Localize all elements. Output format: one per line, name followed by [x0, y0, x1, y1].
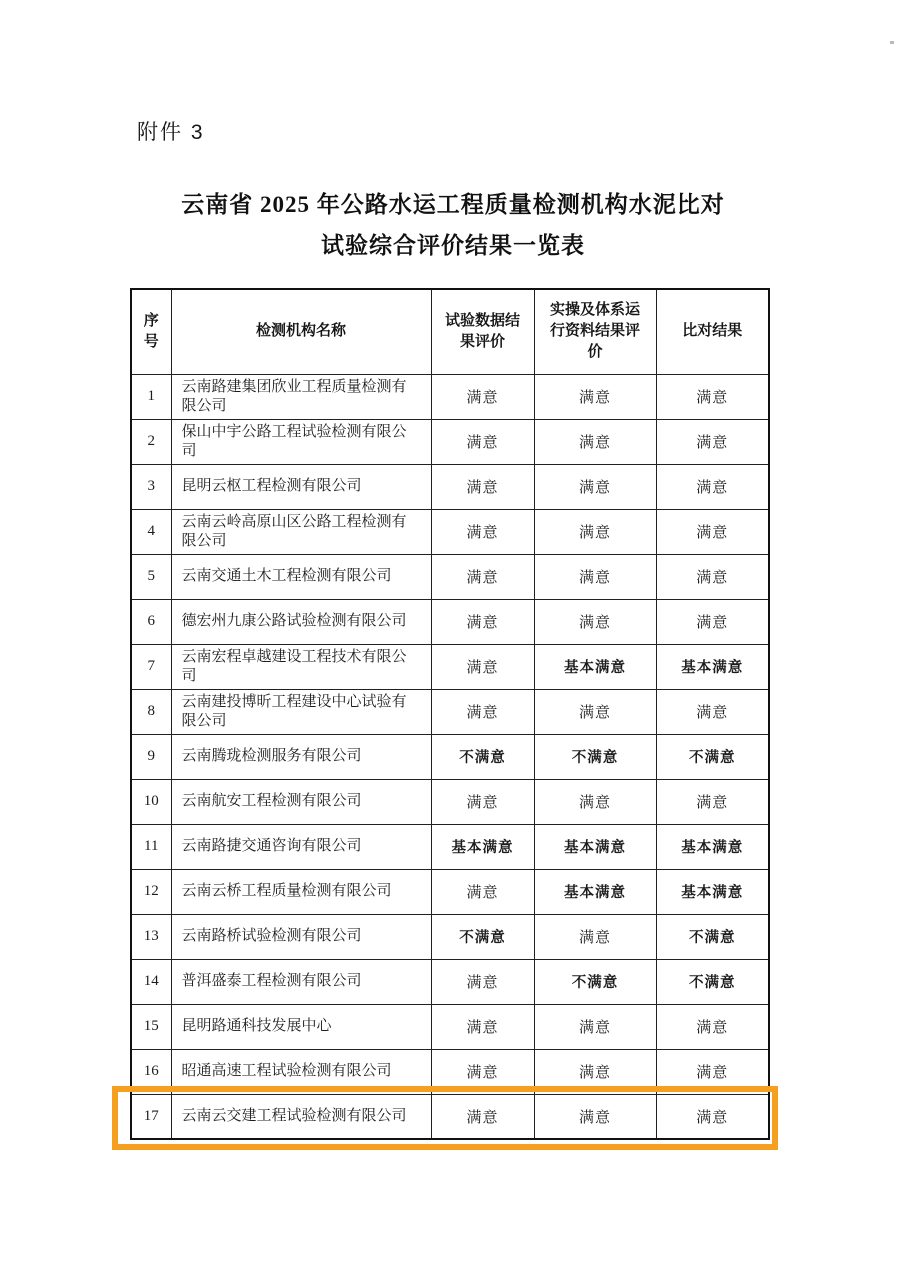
cell-comparison-result: 满意 — [656, 779, 769, 824]
title-line-1: 云南省 2025 年公路水运工程质量检测机构水泥比对 — [181, 192, 725, 217]
cell-operation-evaluation: 满意 — [534, 1094, 656, 1139]
header-comparison-result: 比对结果 — [656, 289, 769, 374]
cell-test-data-evaluation: 不满意 — [431, 734, 534, 779]
cell-comparison-result: 不满意 — [656, 959, 769, 1004]
cell-operation-evaluation: 满意 — [534, 464, 656, 509]
cell-serial-number: 7 — [131, 644, 171, 689]
attachment-label: 附件 3 — [137, 121, 205, 144]
table-row — [131, 779, 769, 824]
table-row — [131, 1094, 769, 1139]
cell-institution-name: 德宏州九康公路试验检测有限公司 — [171, 599, 431, 644]
cell-operation-evaluation: 满意 — [534, 374, 656, 419]
cell-operation-evaluation: 基本满意 — [534, 644, 656, 689]
table-row — [131, 869, 769, 914]
table-row — [131, 509, 769, 554]
table-header-row — [131, 289, 769, 374]
cell-institution-name: 云南路桥试验检测有限公司 — [171, 914, 431, 959]
cell-comparison-result: 满意 — [656, 599, 769, 644]
cell-institution-name: 云南腾珑检测服务有限公司 — [171, 734, 431, 779]
cell-test-data-evaluation: 满意 — [431, 419, 534, 464]
cell-serial-number: 15 — [131, 1004, 171, 1049]
cell-serial-number: 17 — [131, 1094, 171, 1139]
cell-comparison-result: 满意 — [656, 419, 769, 464]
table-row — [131, 959, 769, 1004]
cell-test-data-evaluation: 满意 — [431, 689, 534, 734]
cell-institution-name: 昭通高速工程试验检测有限公司 — [171, 1049, 431, 1094]
cell-comparison-result: 基本满意 — [656, 869, 769, 914]
cell-operation-evaluation: 基本满意 — [534, 869, 656, 914]
cell-comparison-result: 基本满意 — [656, 644, 769, 689]
cell-operation-evaluation: 满意 — [534, 1049, 656, 1094]
evaluation-table — [130, 288, 770, 1140]
cell-institution-name: 云南交通土木工程检测有限公司 — [171, 554, 431, 599]
cell-test-data-evaluation: 满意 — [431, 554, 534, 599]
cell-institution-name: 云南建投博昕工程建设中心试验有限公司 — [171, 689, 431, 734]
cell-serial-number: 6 — [131, 599, 171, 644]
table-row — [131, 734, 769, 779]
cell-comparison-result: 满意 — [656, 1049, 769, 1094]
cell-test-data-evaluation: 基本满意 — [431, 824, 534, 869]
cell-comparison-result: 满意 — [656, 1004, 769, 1049]
cell-serial-number: 9 — [131, 734, 171, 779]
cell-serial-number: 13 — [131, 914, 171, 959]
cell-institution-name: 云南航安工程检测有限公司 — [171, 779, 431, 824]
cell-test-data-evaluation: 满意 — [431, 599, 534, 644]
cell-institution-name: 普洱盛泰工程检测有限公司 — [171, 959, 431, 1004]
cell-test-data-evaluation: 不满意 — [431, 914, 534, 959]
cell-operation-evaluation: 满意 — [534, 509, 656, 554]
cell-test-data-evaluation: 满意 — [431, 644, 534, 689]
cell-test-data-evaluation: 满意 — [431, 959, 534, 1004]
cell-comparison-result: 满意 — [656, 509, 769, 554]
header-serial-number: 序号 — [131, 289, 171, 374]
cell-institution-name: 云南路捷交通咨询有限公司 — [171, 824, 431, 869]
cell-serial-number: 4 — [131, 509, 171, 554]
cell-comparison-result: 满意 — [656, 554, 769, 599]
cell-serial-number: 1 — [131, 374, 171, 419]
cell-test-data-evaluation: 满意 — [431, 779, 534, 824]
table-row — [131, 464, 769, 509]
cell-operation-evaluation: 满意 — [534, 779, 656, 824]
cell-comparison-result: 基本满意 — [656, 824, 769, 869]
cell-comparison-result: 满意 — [656, 374, 769, 419]
cell-operation-evaluation: 满意 — [534, 689, 656, 734]
cell-serial-number: 14 — [131, 959, 171, 1004]
title-line-2: 试验综合评价结果一览表 — [321, 233, 585, 258]
cell-serial-number: 16 — [131, 1049, 171, 1094]
cell-operation-evaluation: 满意 — [534, 599, 656, 644]
cell-comparison-result: 满意 — [656, 464, 769, 509]
cell-serial-number: 12 — [131, 869, 171, 914]
cell-institution-name: 云南云交建工程试验检测有限公司 — [171, 1094, 431, 1139]
table-row — [131, 824, 769, 869]
cell-comparison-result: 满意 — [656, 689, 769, 734]
cell-serial-number: 2 — [131, 419, 171, 464]
table-row — [131, 419, 769, 464]
cell-operation-evaluation: 满意 — [534, 419, 656, 464]
cell-operation-evaluation: 不满意 — [534, 734, 656, 779]
cell-test-data-evaluation: 满意 — [431, 509, 534, 554]
cell-institution-name: 保山中宇公路工程试验检测有限公司 — [171, 419, 431, 464]
cell-institution-name: 昆明路通科技发展中心 — [171, 1004, 431, 1049]
cell-serial-number: 5 — [131, 554, 171, 599]
cell-test-data-evaluation: 满意 — [431, 464, 534, 509]
cell-operation-evaluation: 满意 — [534, 554, 656, 599]
cell-test-data-evaluation: 满意 — [431, 1094, 534, 1139]
cell-comparison-result: 不满意 — [656, 914, 769, 959]
header-operation-evaluation: 实操及体系运行资料结果评价 — [534, 289, 656, 374]
cell-serial-number: 3 — [131, 464, 171, 509]
document-title — [0, 184, 900, 266]
scan-artifact — [890, 41, 894, 44]
cell-serial-number: 10 — [131, 779, 171, 824]
cell-operation-evaluation: 满意 — [534, 1004, 656, 1049]
cell-institution-name: 云南云岭高原山区公路工程检测有限公司 — [171, 509, 431, 554]
cell-serial-number: 11 — [131, 824, 171, 869]
header-institution-name: 检测机构名称 — [171, 289, 431, 374]
header-test-data-evaluation: 试验数据结果评价 — [431, 289, 534, 374]
table-row — [131, 1049, 769, 1094]
cell-institution-name: 云南路建集团欣业工程质量检测有限公司 — [171, 374, 431, 419]
table-row — [131, 374, 769, 419]
cell-test-data-evaluation: 满意 — [431, 374, 534, 419]
table-row — [131, 1004, 769, 1049]
cell-test-data-evaluation: 满意 — [431, 1049, 534, 1094]
cell-operation-evaluation: 基本满意 — [534, 824, 656, 869]
cell-comparison-result: 不满意 — [656, 734, 769, 779]
cell-institution-name: 昆明云枢工程检测有限公司 — [171, 464, 431, 509]
cell-institution-name: 云南宏程卓越建设工程技术有限公司 — [171, 644, 431, 689]
cell-operation-evaluation: 不满意 — [534, 959, 656, 1004]
table-row — [131, 914, 769, 959]
table-row — [131, 599, 769, 644]
cell-institution-name: 云南云桥工程质量检测有限公司 — [171, 869, 431, 914]
cell-test-data-evaluation: 满意 — [431, 1004, 534, 1049]
cell-serial-number: 8 — [131, 689, 171, 734]
cell-operation-evaluation: 满意 — [534, 914, 656, 959]
table-row — [131, 554, 769, 599]
table-row — [131, 689, 769, 734]
cell-comparison-result: 满意 — [656, 1094, 769, 1139]
cell-test-data-evaluation: 满意 — [431, 869, 534, 914]
table-body — [131, 374, 769, 1139]
table-row — [131, 644, 769, 689]
